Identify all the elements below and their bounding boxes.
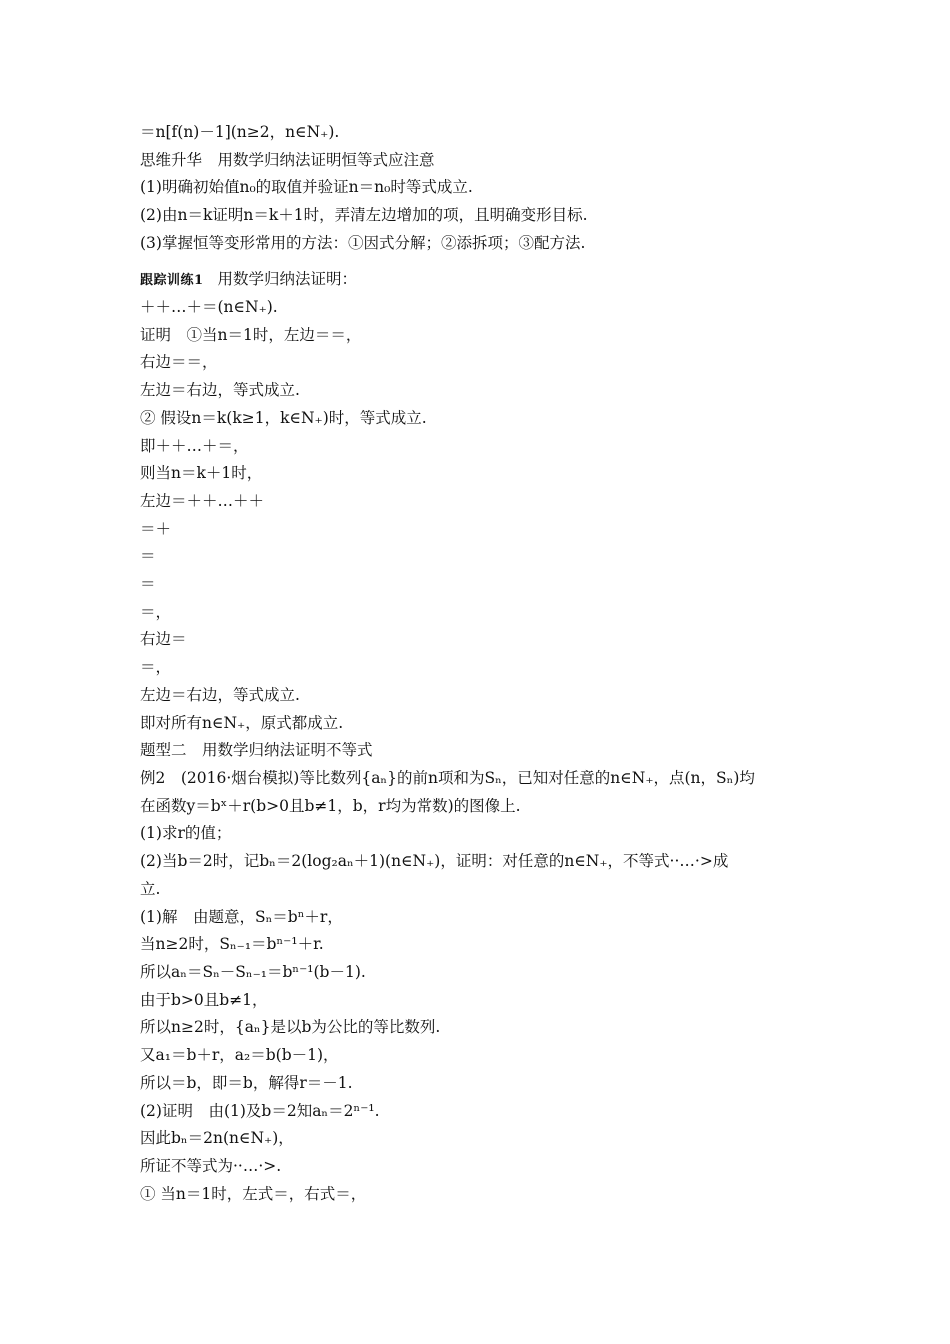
text-line: 所以n≥2时，{aₙ}是以b为公比的等比数列.: [140, 1018, 441, 1036]
text-line: 即＋＋…＋＝，: [140, 437, 249, 455]
text-line: 例2 (2016·烟台模拟)等比数列{aₙ}的前n项和为Sₙ，已知对任意的n∈N₊，点(n，Sₙ)均: [140, 769, 755, 787]
training-heading: [140, 269, 357, 291]
text-line: ＝n[f(n)－1](n≥2，n∈N₊).: [140, 123, 340, 141]
text-line: 证明 ①当n＝1时，左边＝＝，: [140, 326, 362, 344]
text-line: (1)明确初始值n₀的取值并验证n＝n₀时等式成立.: [140, 178, 473, 196]
text-line: (1)求r的值；: [140, 824, 232, 842]
text-line: (3)掌握恒等变形常用的方法：①因式分解；②添拆项；③配方法.: [140, 234, 586, 252]
training-text: 用数学归纳法证明：: [217, 270, 358, 288]
text-line: ＝＋: [140, 520, 172, 538]
text-line: ＋＋…＋＝(n∈N₊).: [140, 298, 278, 316]
text-line: 右边＝: [140, 630, 187, 648]
section-title: 题型二 用数学归纳法证明不等式: [140, 741, 373, 759]
text-line: 所以＝b，即＝b，解得r＝－1.: [140, 1074, 353, 1092]
text-line: 当n≥2时，Sₙ₋₁＝bⁿ⁻¹＋r.: [140, 935, 324, 953]
text-line: 右边＝＝，: [140, 353, 218, 371]
text-line: (2)由n＝k证明n＝k＋1时，弄清左边增加的项，且明确变形目标.: [140, 206, 588, 224]
text-line: ① 当n＝1时，左式＝，右式＝，: [140, 1185, 367, 1203]
text-line: (2)证明 由(1)及b＝2知aₙ＝2ⁿ⁻¹.: [140, 1102, 380, 1120]
text-line: (1)解 由题意，Sₙ＝bⁿ＋r，: [140, 908, 343, 926]
text-line: 由于b>0且b≠1，: [140, 991, 268, 1009]
text-line: 在函数y＝bˣ＋r(b>0且b≠1，b，r均为常数)的图像上.: [140, 797, 521, 815]
text-line: 所证不等式为··…·>.: [140, 1157, 282, 1175]
text-line: (2)当b＝2时，记bₙ＝2(log₂aₙ＋1)(n∈N₊)，证明：对任意的n∈N₊，不等式··…·>成: [140, 852, 729, 870]
text-line: 思维升华 用数学归纳法证明恒等式应注意: [140, 151, 435, 169]
text-line: 又a₁＝b＋r，a₂＝b(b－1)，: [140, 1046, 339, 1064]
text-line: 左边＝右边，等式成立.: [140, 686, 300, 704]
text-line: 所以aₙ＝Sₙ－Sₙ₋₁＝bⁿ⁻¹(b－1).: [140, 963, 366, 981]
text-line: 即对所有n∈N₊，原式都成立.: [140, 714, 344, 732]
text-line: ＝，: [140, 603, 172, 621]
text-line: ＝: [140, 547, 156, 565]
text-line: 左边＝＋＋…＋＋: [140, 492, 265, 510]
text-line: 左边＝右边，等式成立.: [140, 381, 300, 399]
text-line: 则当n＝k＋1时，: [140, 464, 263, 482]
text-line: 立.: [140, 880, 161, 898]
text-line: ② 假设n＝k(k≥1，k∈N₊)时，等式成立.: [140, 409, 427, 427]
text-line: ＝，: [140, 658, 172, 676]
text-line: 因此bₙ＝2n(n∈N₊)，: [140, 1129, 294, 1147]
training-label: 跟踪训练1: [140, 273, 204, 288]
text-line: ＝: [140, 575, 156, 593]
